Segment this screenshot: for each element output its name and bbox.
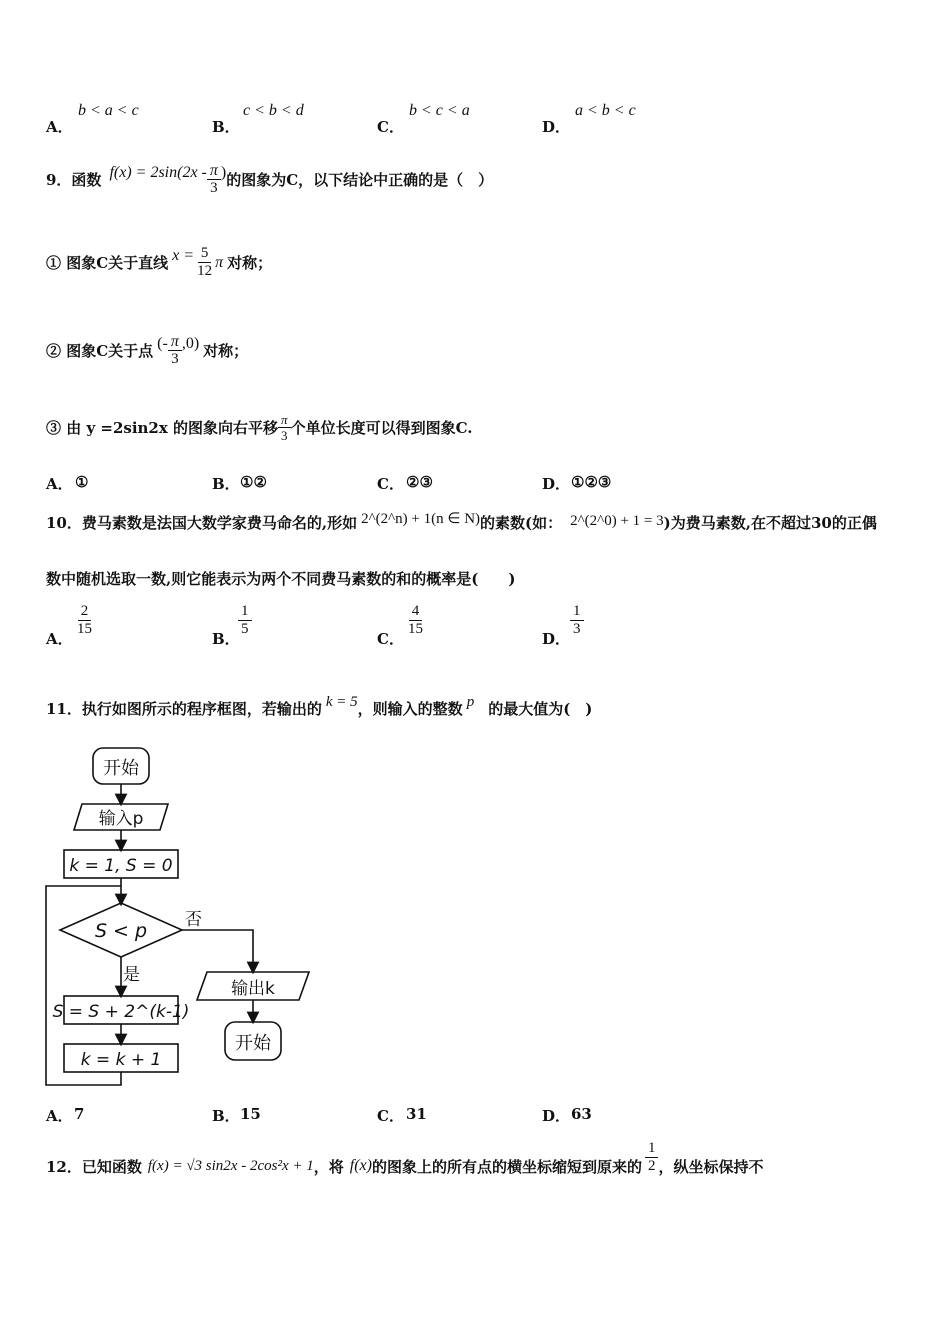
q9-option-a-label: A． [46, 475, 73, 493]
q12-half-num: 1 [645, 1140, 659, 1158]
q9-s3-frac-den: 3 [281, 428, 288, 443]
q8-option-d-label: D． [542, 118, 571, 136]
q9-option-b-text: ①② [240, 473, 267, 491]
q10-option-d-label: D． [542, 630, 571, 648]
q10-expr-1: 2^(2^n) + 1(n ∈ N) [361, 511, 481, 527]
q9-s1-suffix: 对称； [227, 254, 273, 272]
flow-input-text: 输入p [98, 809, 144, 829]
q9-func-close: ) [220, 163, 227, 181]
flow-end-text: 开始 [235, 1033, 271, 1054]
q9-option-b-label: B． [212, 475, 240, 493]
q11-option-a-text: 7 [74, 1105, 85, 1123]
q9-s3-frac-num: π [278, 412, 291, 428]
q10-mid: 的素数(如： [480, 514, 563, 532]
q11-suffix: 的最大值为( ) [488, 700, 593, 718]
q11-p-expr: p [466, 694, 475, 710]
q9-func-frac-num: π [207, 162, 221, 180]
q12-func: f(x) = √3 sin2x - 2cos²x + 1 [147, 1158, 314, 1174]
q10-option-a-den: 15 [77, 621, 92, 637]
q9-func-lhs: f(x) = 2sin(2x - [109, 163, 207, 181]
flow-start-text: 开始 [103, 758, 139, 779]
q11-option-c-text: 31 [406, 1105, 427, 1123]
q12-half-den: 2 [647, 1158, 656, 1174]
q9-s1-frac-num: 5 [198, 245, 212, 263]
q9-suffix: 的图象为C，以下结论中正确的是（ ） [226, 171, 494, 189]
q9-s1-x: x = [172, 246, 195, 264]
q12-mid: ，将 [313, 1158, 344, 1176]
q12-stem [46, 1138, 763, 1177]
q9-option-d-text: ①②③ [571, 473, 612, 491]
flow-no-text: 否 [185, 910, 202, 930]
q11-prefix: 11．执行如图所示的程序框图，若输出的 [46, 700, 322, 718]
q11-option-d-text: 63 [571, 1105, 592, 1123]
q8-option-b-label: B． [212, 118, 240, 136]
q10-option-b-den: 5 [241, 621, 249, 637]
flow-update-k-text: k = k + 1 [80, 1050, 162, 1070]
q9-option-d-label: D． [542, 475, 571, 493]
q9-option-a-text: ① [75, 473, 89, 491]
q10-option-a-num: 2 [78, 603, 92, 621]
q12-prefix: 12．已知函数 [46, 1158, 142, 1176]
q11-option-a-label: A． [46, 1107, 73, 1125]
q12-mid2: 的图象上的所有点的横坐标缩短到原来的 [371, 1158, 642, 1176]
flow-init-text: k = 1, S = 0 [69, 856, 173, 876]
q8-option-c-expr: b < c < a [409, 102, 470, 119]
q9-s1-prefix: ① 图象C关于直线 [46, 254, 169, 272]
q9-s2-close: ,0) [181, 334, 200, 352]
q12-half-frac [645, 1140, 659, 1175]
flow-update-s-text: S = S + 2^(k-1) [52, 1002, 190, 1022]
q10-option-b-num: 1 [238, 603, 252, 621]
q8-option-a-label: A． [46, 118, 73, 136]
q10-option-c-num: 4 [409, 603, 423, 621]
flow-output-text: 输出k [231, 979, 275, 999]
q12-suffix: ，纵坐标保持不 [658, 1158, 764, 1176]
q9-s2-open: (- [157, 334, 168, 352]
q10-option-c-den: 15 [408, 621, 423, 637]
q8-option-c-label: C． [377, 118, 404, 136]
q9-s3-prefix: ③ 由 y =2sin2x 的图象向右平移 [46, 419, 279, 437]
q11-option-b-label: B． [212, 1107, 240, 1125]
q8-option-a-expr: b < a < c [78, 102, 139, 119]
q11-mid: ，则输入的整数 [357, 700, 463, 718]
q10-option-d-num: 1 [570, 603, 584, 621]
q10-expr-2: 2^(2^0) + 1 = 3 [570, 513, 664, 529]
flow-yes-text: 是 [123, 965, 140, 985]
q9-s3-suffix: 个单位长度可以得到图象C. [290, 419, 473, 437]
q9-s2-frac-den: 3 [171, 351, 179, 367]
flow-cond-text: S < p [94, 920, 148, 942]
q8-option-b-expr: c < b < d [243, 102, 304, 119]
q10-line1-suffix: )为费马素数,在不超过30的正偶 [663, 514, 877, 532]
q10-option-d-den: 3 [573, 621, 581, 637]
q10-line-2: 数中随机选取一数,则它能表示为两个不同费马素数的和的概率是( ) [46, 570, 516, 588]
q11-k-expr: k = 5 [325, 694, 358, 710]
q10-option-b-label: B． [212, 630, 240, 648]
q9-func-frac-den: 3 [210, 180, 218, 196]
q9-s1-frac-den: 12 [197, 263, 213, 279]
q10-prefix: 10．费马素数是法国大数学家费马命名的,形如 [46, 514, 358, 532]
q11-option-c-label: C． [377, 1107, 404, 1125]
q9-s1-pi: π [215, 253, 224, 271]
q9-option-c-text: ②③ [406, 473, 433, 491]
q11-option-d-label: D． [542, 1107, 571, 1125]
q12-fx: f(x) [349, 1156, 372, 1174]
q10-option-a-label: A． [46, 630, 73, 648]
q8-option-d-expr: a < b < c [575, 102, 636, 119]
q10-option-c-label: C． [377, 630, 404, 648]
q9-s2-suffix: 对称； [203, 342, 249, 360]
q9-prefix: 9．函数 [46, 171, 102, 189]
q9-option-c-label: C． [377, 475, 404, 493]
q9-s2-frac-num: π [168, 333, 182, 351]
q9-s2-prefix: ② 图象C关于点 [46, 342, 154, 360]
q11-option-b-text: 15 [240, 1105, 261, 1123]
